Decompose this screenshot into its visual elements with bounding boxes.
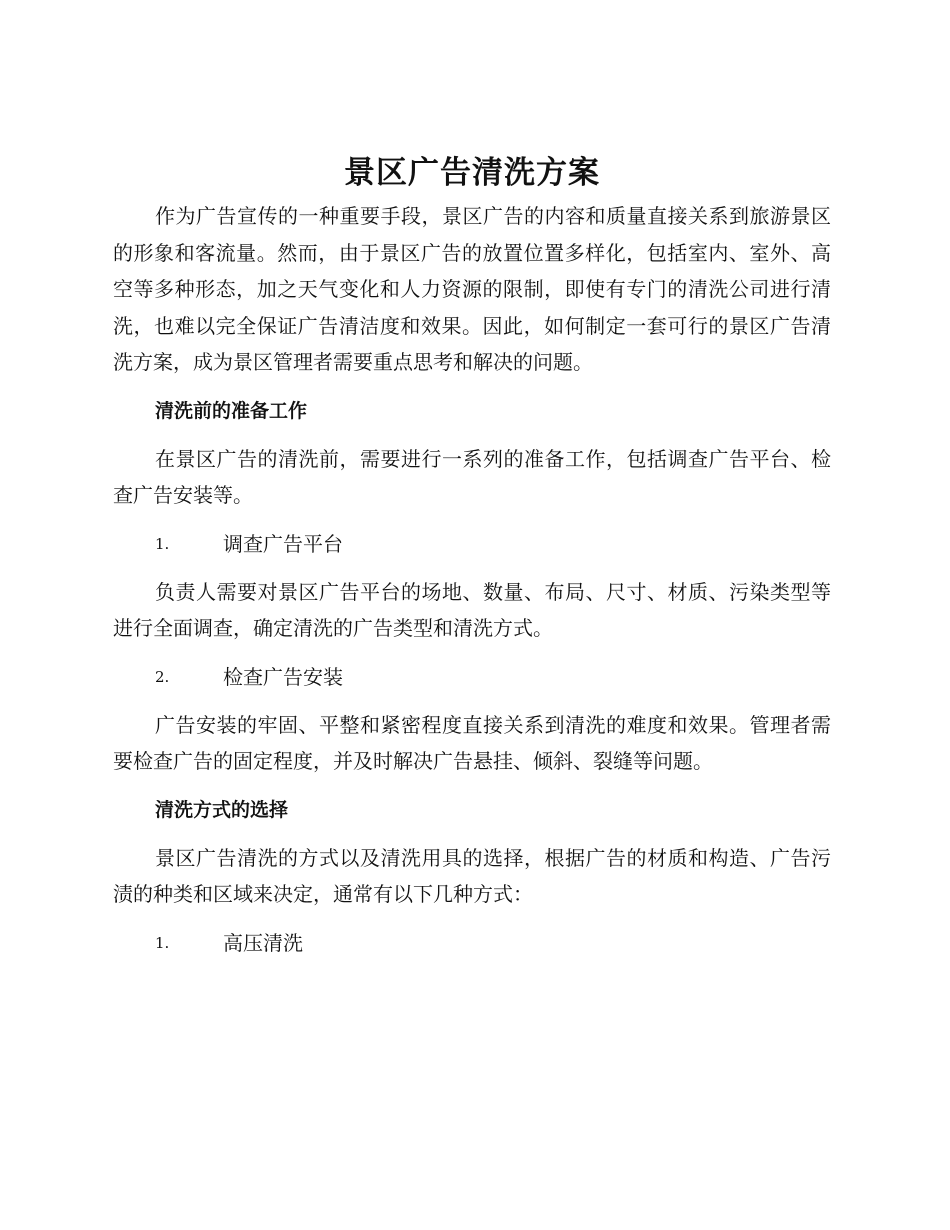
list-item-high-pressure bbox=[113, 925, 831, 961]
list-number: 1. bbox=[155, 933, 170, 952]
document-title: 景区广告清洗方案 bbox=[344, 155, 600, 191]
intro-paragraph: 作为广告宣传的一种重要手段，景区广告的内容和质量直接关系到旅游景区的形象和客流量。然而，由于景区广告的放置位置多样化，包括室内、室外、高空等多种形态，加之天气变化和人力资源的限制，即使有专门的清洗公司进行清洗，也难以完全保证广告清洁度和效果。因此，如何制定一套可行的景区广告清洗方案，成为景区管理者需要重点思考和解决的问题。 bbox=[113, 204, 831, 374]
list-item-survey-platform bbox=[113, 526, 831, 562]
section-heading-cleaning-method: 清洗方式的选择 bbox=[155, 798, 289, 821]
item-paragraph-survey-platform: 负责人需要对景区广告平台的场地、数量、布局、尺寸、材质、污染类型等进行全面调查，确定清洗的广告类型和清洗方式。 bbox=[113, 579, 831, 640]
list-label: 高压清洗 bbox=[223, 930, 303, 955]
list-label: 检查广告安装 bbox=[223, 664, 343, 689]
item-paragraph-check-installation: 广告安装的牢固、平整和紧密程度直接关系到清洗的难度和效果。管理者需要检查广告的固定程度，并及时解决广告悬挂、倾斜、裂缝等问题。 bbox=[113, 712, 831, 773]
section-paragraph-preparation: 在景区广告的清洗前，需要进行一系列的准备工作，包括调查广告平台、检查广告安装等。 bbox=[113, 446, 831, 507]
list-label: 调查广告平台 bbox=[223, 531, 343, 556]
list-item-check-installation bbox=[113, 659, 831, 695]
list-number: 1. bbox=[155, 534, 170, 553]
section-heading-preparation: 清洗前的准备工作 bbox=[155, 399, 308, 422]
document-page bbox=[113, 150, 831, 961]
section-paragraph-cleaning-method: 景区广告清洗的方式以及清洗用具的选择，根据广告的材质和构造、广告污渍的种类和区域来决定，通常有以下几种方式： bbox=[113, 845, 831, 906]
list-number: 2. bbox=[155, 667, 170, 686]
